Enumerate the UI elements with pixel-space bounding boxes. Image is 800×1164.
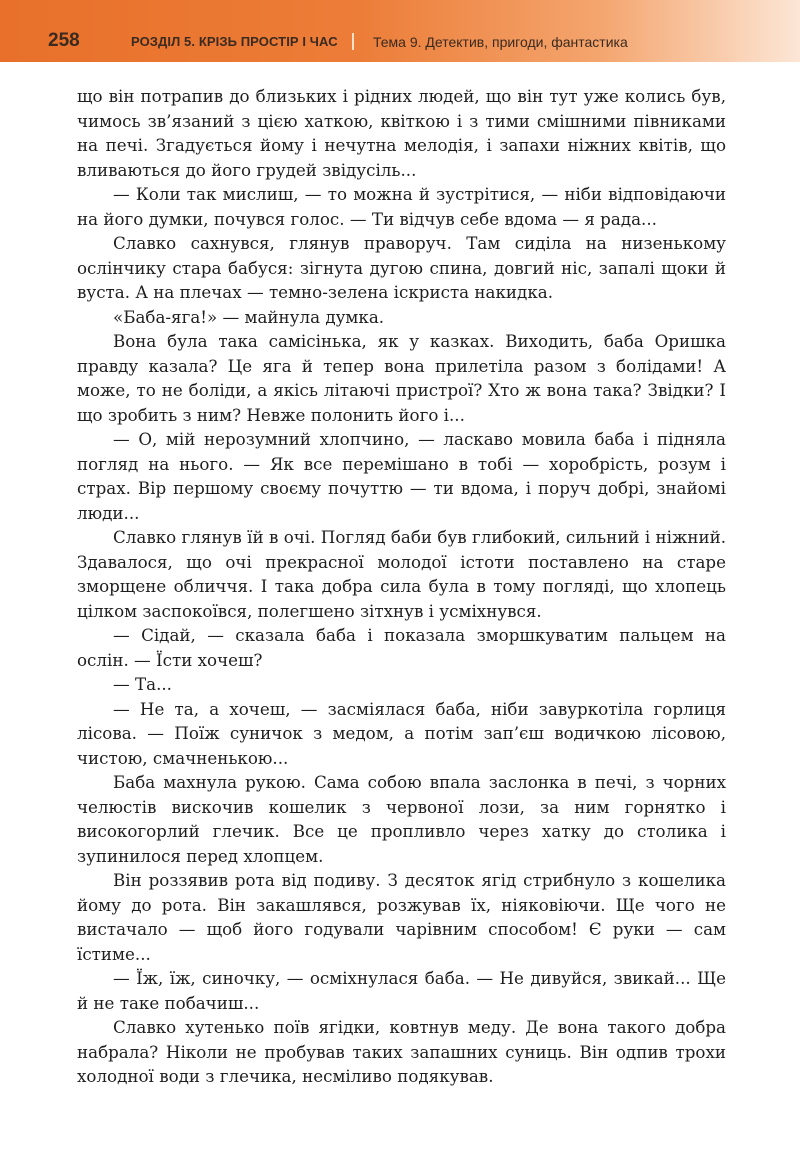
paragraph: — Коли так мислиш, — то можна й зустрітися, — ніби відповідаючи на його думки, почувся голос. — Ти відчув себе вдома — я рада... xyxy=(77,184,726,229)
paragraph: Він роззявив рота від подиву. З десяток ягід стрибнуло з кошелика йому до рота. Він закашлявся, розжував їх, ніяковіючи. Ще чого не вистачало — щоб його годували чарівним способом! Є руки — сам їстиме... xyxy=(77,870,726,964)
paragraph: що він потрапив до близьких і рідних людей, що він тут уже колись був, чимось зв’язаний з цією хаткою, квіткою і з тими смішними півниками на печі. Згадується йому і нечутна мелодія, і запахи ніжних квітів, що вливаються до його грудей звідусіль... xyxy=(77,86,726,180)
paragraph: «Баба-яга!» — майнула думка. xyxy=(113,306,385,327)
paragraph: — О, мій нерозумний хлопчино, — ласкаво мовила баба і підняла погляд на нього. — Як все перемішано в тобі — хоробрість, розум і страх. Вір першому своєму почуттю — ти вдома, і поруч добрі, знайомі люди... xyxy=(77,429,726,523)
paragraph: Вона була така самісінька, як у казках. Виходить, баба Оришка правду казала? Це яга й тепер вона прилетіла разом з болідами! А може, то не боліди, а якісь літаючі пристрої? Хто ж вона така? Звідки? І що зробить з ним? Невже полонить його і... xyxy=(77,331,726,425)
story-text xyxy=(77,84,726,1089)
page-header xyxy=(0,0,800,62)
page-number: 258 xyxy=(48,30,80,51)
topic-title: Тема 9. Детектив, пригоди, фантастика xyxy=(373,34,628,50)
paragraph: — Не та, а хочеш, — засміялася баба, ніби завуркотіла горлиця лісова. — Поїж суничок з медом, а потім зап’єш водичкою лісовою, чистою, смачненькою... xyxy=(77,698,726,768)
paragraph: Баба махнула рукою. Сама собою впала заслонка в печі, з чорних челюстів вискочив кошелик з червоної лози, за ним горнятко і високогорлий глечик. Все це пропливло через хатку до столика і зупинилося перед хлопцем. xyxy=(77,772,726,866)
paragraph: — Та... xyxy=(113,674,172,694)
paragraph: Славко глянув їй в очі. Погляд баби був глибокий, сильний і ніжний. Здавалося, що очі прекрасної молодої істоти поставлено на старе зморщене обличчя. І така добра сила була в тому погляді, що хлопець цілком заспокоївся, полегшено зітхнув і усміхнувся. xyxy=(77,527,726,621)
paragraph: Славко хутенько поїв ягідки, ковтнув меду. Де вона такого добра набрала? Ніколи не пробував таких запашних суниць. Він одпив трохи холодної води з глечика, несміливо подякував. xyxy=(77,1017,726,1086)
section-title: РОЗДІЛ 5. КРІЗЬ ПРОСТІР І ЧАС xyxy=(131,34,338,49)
paragraph: — Їж, їж, синочку, — осміхнулася баба. — Не дивуйся, звикай... Ще й не таке побачиш... xyxy=(77,968,726,1013)
paragraph: Славко сахнувся, глянув праворуч. Там сиділа на низенькому ослінчику стара бабуся: зігнута дугою спина, довгий ніс, запалі щоки й вуста. А на плечах — темно-зелена іскриста накидка. xyxy=(77,233,726,302)
paragraph: — Сідай, — сказала баба і показала зморшкуватим пальцем на ослін. — Їсти хочеш? xyxy=(77,625,726,670)
header-divider xyxy=(352,33,354,50)
